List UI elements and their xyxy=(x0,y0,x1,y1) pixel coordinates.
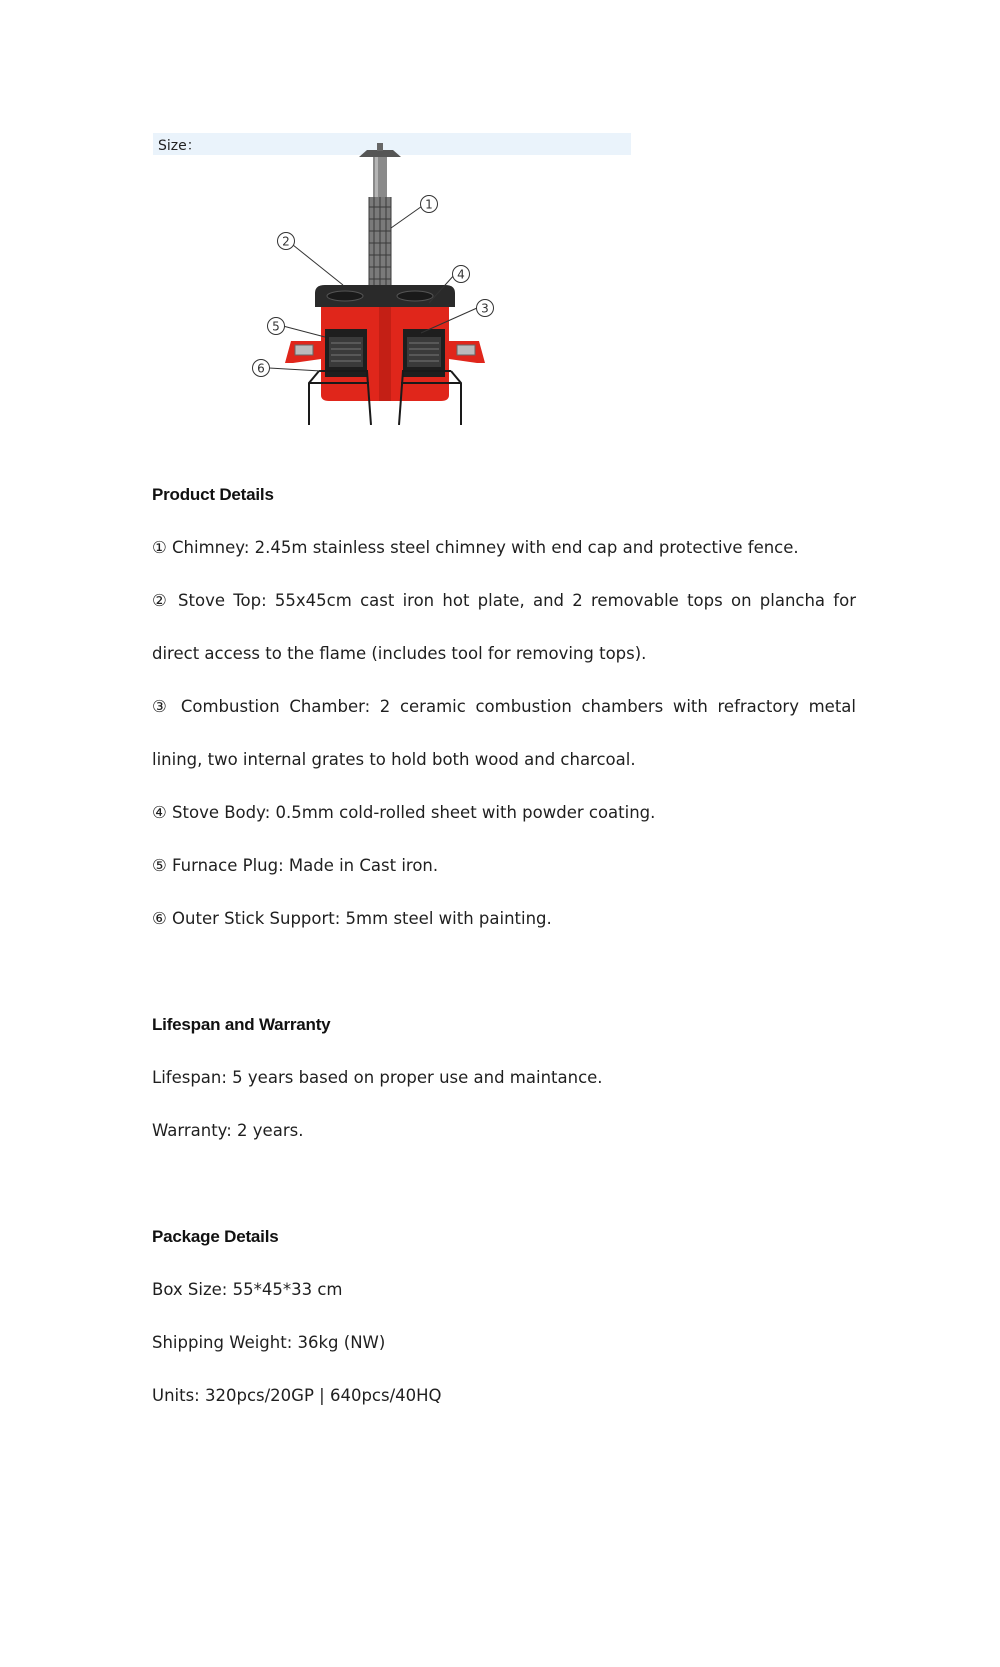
lifespan-warranty-heading: Lifespan and Warranty xyxy=(152,1015,331,1034)
svg-text:2: 2 xyxy=(282,234,290,249)
svg-text:1: 1 xyxy=(425,197,433,212)
svg-text:3: 3 xyxy=(481,301,489,316)
stove-size-figure xyxy=(153,133,631,425)
callout-3 xyxy=(477,300,494,317)
box-size-text: Box Size: 55*45*33 cm xyxy=(152,1280,343,1299)
detail-stove-top: ② Stove Top: 55x45cm cast iron hot plate, and 2 removable tops on plancha for direct access to the flame (includes tool for removing tops). xyxy=(152,591,856,663)
chimney-cap-knob xyxy=(377,143,383,151)
stove-illustration xyxy=(153,133,631,425)
warranty-text: Warranty: 2 years. xyxy=(152,1121,304,1140)
callout-2 xyxy=(278,233,295,250)
callout-6 xyxy=(253,360,270,377)
detail-stove-body: ④ Stove Body: 0.5mm cold-rolled sheet with powder coating. xyxy=(152,803,656,822)
callout-5 xyxy=(268,318,285,335)
chimney-cap xyxy=(359,150,401,157)
removable-top-right xyxy=(397,291,433,301)
package-details-heading: Package Details xyxy=(152,1227,279,1246)
callout-1 xyxy=(421,196,438,213)
callout-4 xyxy=(453,266,470,283)
detail-combustion-chamber: ③ Combustion Chamber: 2 ceramic combustion chambers with refractory metal lining, two internal grates to hold both wood and charcoal. xyxy=(152,697,856,769)
lifespan-text: Lifespan: 5 years based on proper use and maintance. xyxy=(152,1068,603,1087)
svg-text:5: 5 xyxy=(272,319,280,334)
product-details-heading: Product Details xyxy=(152,485,274,504)
svg-text:4: 4 xyxy=(457,267,465,282)
units-text: Units: 320pcs/20GP | 640pcs/40HQ xyxy=(152,1386,442,1405)
detail-chimney: ① Chimney: 2.45m stainless steel chimney with end cap and protective fence. xyxy=(152,538,799,557)
shipping-weight-text: Shipping Weight: 36kg (NW) xyxy=(152,1333,386,1352)
detail-outer-stick-support: ⑥ Outer Stick Support: 5mm steel with painting. xyxy=(152,909,552,928)
svg-text:6: 6 xyxy=(257,361,265,376)
removable-top-left xyxy=(327,291,363,301)
figure-header-label: Size： xyxy=(158,138,201,154)
detail-furnace-plug: ⑤ Furnace Plug: Made in Cast iron. xyxy=(152,856,439,875)
